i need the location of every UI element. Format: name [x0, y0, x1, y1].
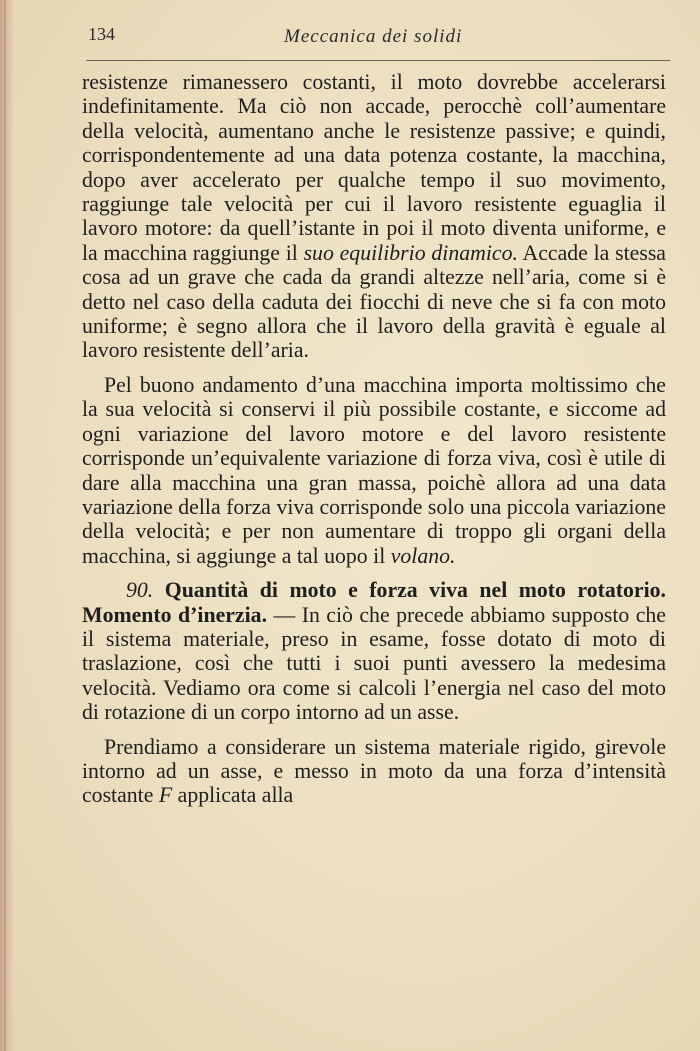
binding-line	[4, 0, 6, 1051]
emphasis-text: suo equilibrio dinamico.	[303, 240, 518, 265]
section-number: 90.	[126, 578, 154, 603]
paragraph-text: — In ciò che precede abbiamo supposto che il sistema materiale, preso in esame, fosse dotato di moto di traslazione, così che tutti i suoi punti avessero la medesima velocità. Vediamo ora come si calcoli l’energia nel caso del moto di rotazione di un corpo intorno ad un asse.	[82, 602, 666, 725]
paragraph-text: Prendiamo a considerare un sistema materiale rigido, girevole intorno ad un asse, e messo in moto da una forza d’intensità costante	[82, 734, 666, 808]
paragraph-continuation	[82, 70, 666, 363]
paragraph-text: applicata alla	[172, 783, 294, 808]
paragraph-text: Accade la stessa cosa ad un grave che cada da grandi altezze nell’aria, come si è detto nel caso della caduta dei fiocchi di neve che si fa con moto uniforme; è segno allora che il lavoro della gravità è eguale al lavoro resistente dell’aria.	[82, 240, 666, 363]
paragraph-rigid-system	[82, 735, 666, 808]
paragraph-text: Pel buono andamento d’una macchina importa moltissimo che la sua velocità si conservi il più possibile costante, e siccome ad ogni variazione del lavoro motore e del lavoro resistente corrisponde un’equivalente variazione di forza viva, così è utile di dare alla macchina una gran massa, poichè allora ad una data variazione della forza viva corrisponde solo una piccola variazione della velocità; e per non aumentare di troppo gli organi della macchina, si aggiunge a tal uopo il	[82, 372, 666, 568]
page-header	[86, 22, 670, 50]
paragraph-text: resistenze rimanessero costanti, il moto dovrebbe accelerarsi indefinitamente. Ma ciò non accade, perocchè coll’aumentare della velocità, aumentano anche le resistenze passive; e quindi, corrispondentemente ad una data potenza costante, la macchina, dopo aver accelerato per qualche tempo il suo movimento, raggiunge tale velocità per cui il lavoro resistente eguaglia il lavoro motore: da quell’istante in poi il moto diventa uniforme, e la macchina raggiunge il	[82, 70, 666, 265]
section-90	[82, 578, 666, 724]
emphasis-text: volano.	[390, 543, 456, 568]
section-title: Quantità di moto e forza viva nel moto rotatorio. Momento d’inerzia.	[82, 578, 666, 627]
page-number: 134	[88, 24, 115, 44]
running-title: Meccanica dei solidi	[284, 26, 463, 47]
math-symbol: F	[158, 783, 173, 808]
header-rule	[86, 60, 670, 61]
paragraph-flywheel	[82, 373, 666, 568]
page-binding-edge	[0, 0, 14, 1051]
body-text	[82, 70, 666, 808]
